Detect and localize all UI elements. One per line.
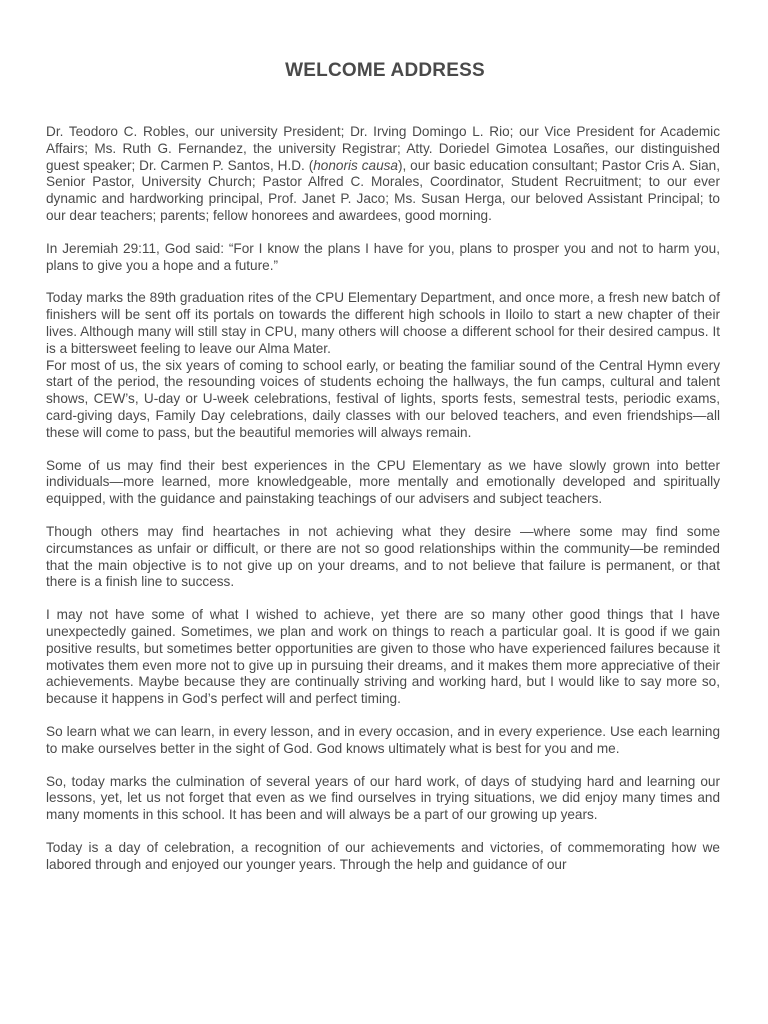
paragraph-greetings — [46, 124, 720, 225]
paragraph-celebration: Today is a day of celebration, a recognition of our achievements and victories, of commemorating how we labored through and enjoyed our younger years. Through the help and guidance of our — [46, 839, 720, 872]
paragraph-graduation-rites: Today marks the 89th graduation rites of the CPU Elementary Department, and once more, a fresh new batch of finishers will be sent off its portals on towards the different high schools in Iloilo to start a new chapter of their lives. Although many will still stay in CPU, many others will choose a different school for their desired campus. It is a bittersweet feeling to leave our Alma Mater. — [46, 290, 720, 356]
document-title: WELCOME ADDRESS — [285, 60, 485, 81]
paragraph-scripture: In Jeremiah 29:11, God said: “For I know the plans I have for you, plans to prosper you and not to harm you, plans to give you a hope and a future.” — [46, 240, 720, 273]
paragraph-learning: So learn what we can learn, in every lesson, and in every occasion, and in every experience. Use each learning to make ourselves better in the sight of God. God knows ultimately what is best for you and me. — [46, 723, 720, 756]
greetings-text-end: ), our basic education consultant; Pastor Cris A. Sian, Senior Pastor, University Church; Pastor Alfred C. Morales, Coordinator, Student Recruitment; to our ever dynamic and hardworking principal, Prof. Janet P. Jaco; Ms. Susan Herga, our beloved Assistant Principal; to our dear teachers; parents; fellow honorees and awardees, good morning. — [46, 157, 720, 223]
paragraph-best-experiences: Some of us may find their best experiences in the CPU Elementary as we have slowly grown into better individuals—more learned, more knowledgeable, more mentally and emotionally developed and spiritually equipped, with the guidance and painstaking teachings of our advisers and subject teachers. — [46, 457, 720, 507]
greetings-italic-phrase: honoris causa — [313, 157, 398, 173]
paragraph-achievements: I may not have some of what I wished to achieve, yet there are so many other good things that I have unexpectedly gained. Sometimes, we plan and work on things to reach a particular goal. It is good if we gain positive results, but sometimes better opportunities are given to those who have experienced failures because it motivates them even more not to give up in pursuing their dreams, and it makes them more appreciative of their achievements. Maybe because they are continually striving and working hard, but I would like to say more so, because it happens in God’s perfect will and perfect timing. — [46, 607, 720, 707]
paragraph-culmination: So, today marks the culmination of several years of our hard work, of days of studying hard and learning our lessons, yet, let us not forget that even as we find ourselves in trying situations, we did enjoy many times and many moments in this school. It has been and will always be a part of our growing up years. — [46, 773, 720, 823]
paragraph-heartaches: Though others may find heartaches in not achieving what they desire —where some may find some circumstances as unfair or difficult, or there are not so good relationships within the community—be reminded that the main objective is to not give up on your dreams, and to not believe that failure is permanent, or that there is a finish line to success. — [46, 523, 720, 590]
greetings-text-start: Dr. Teodoro C. Robles, our university President; Dr. Irving Domingo L. Rio; our Vice President for Academic Affairs; Ms. Ruth G. Fernandez, the university Registrar; Atty. Doriedel Gimotea Losañes, our distinguished guest speaker; Dr. Carmen P. Santos, H.D. ( — [46, 124, 720, 173]
document-page — [46, 60, 720, 889]
paragraph-memories: For most of us, the six years of coming to school early, or beating the familiar sound of the Central Hymn every start of the period, the resounding voices of students echoing the hallways, the fun camps, cultural and talent shows, CEW’s, U-day or U-week celebrations, festival of lights, sports fests, semestral tests, periodic exams, card-giving days, Family Day celebrations, daily classes with our beloved teachers, and even friendships—all these will come to pass, but the beautiful memories will always remain. — [46, 357, 720, 440]
